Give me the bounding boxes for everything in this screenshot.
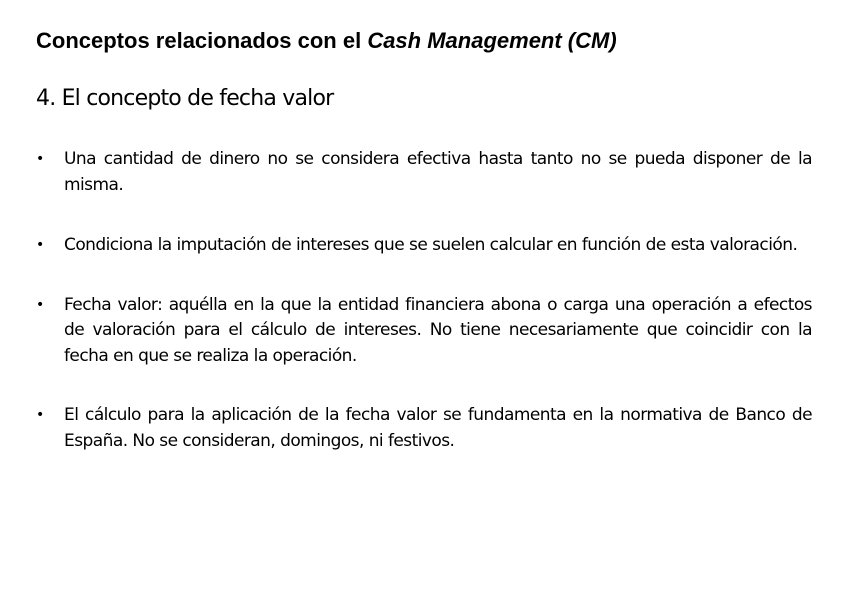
bullet-text: Fecha valor: aquélla en la que la entidad financiera abona o carga una operación a efectos de valoración para el cálculo de intereses. No tiene necesariamente que coincidir con la fecha en que se realiza la operación. (64, 294, 812, 366)
bullet-item (36, 293, 812, 370)
slide-title (36, 27, 617, 55)
bullet-item (36, 233, 812, 259)
bullet-list (36, 147, 812, 489)
section-subtitle: 4. El concepto de fecha valor (36, 86, 334, 111)
bullet-item (36, 147, 812, 198)
bullet-dot-icon: • (36, 407, 44, 423)
bullet-item (36, 403, 812, 454)
title-main-text: Conceptos relacionados con el (36, 28, 368, 53)
bullet-dot-icon: • (36, 296, 44, 313)
bullet-dot-icon: • (36, 151, 44, 167)
title-emphasis-text: Cash Management (CM) (367, 28, 617, 53)
bullet-text: El cálculo para la aplicación de la fecha valor se fundamenta en la normativa de Banco de España. No se consideran, domingos, ni festivos. (64, 405, 812, 451)
bullet-text: Condiciona la imputación de intereses que se suelen calcular en función de esta valoración. (64, 235, 798, 255)
bullet-dot-icon: • (36, 237, 44, 253)
bullet-text: Una cantidad de dinero no se considera efectiva hasta tanto no se pueda disponer de la misma. (64, 149, 812, 195)
